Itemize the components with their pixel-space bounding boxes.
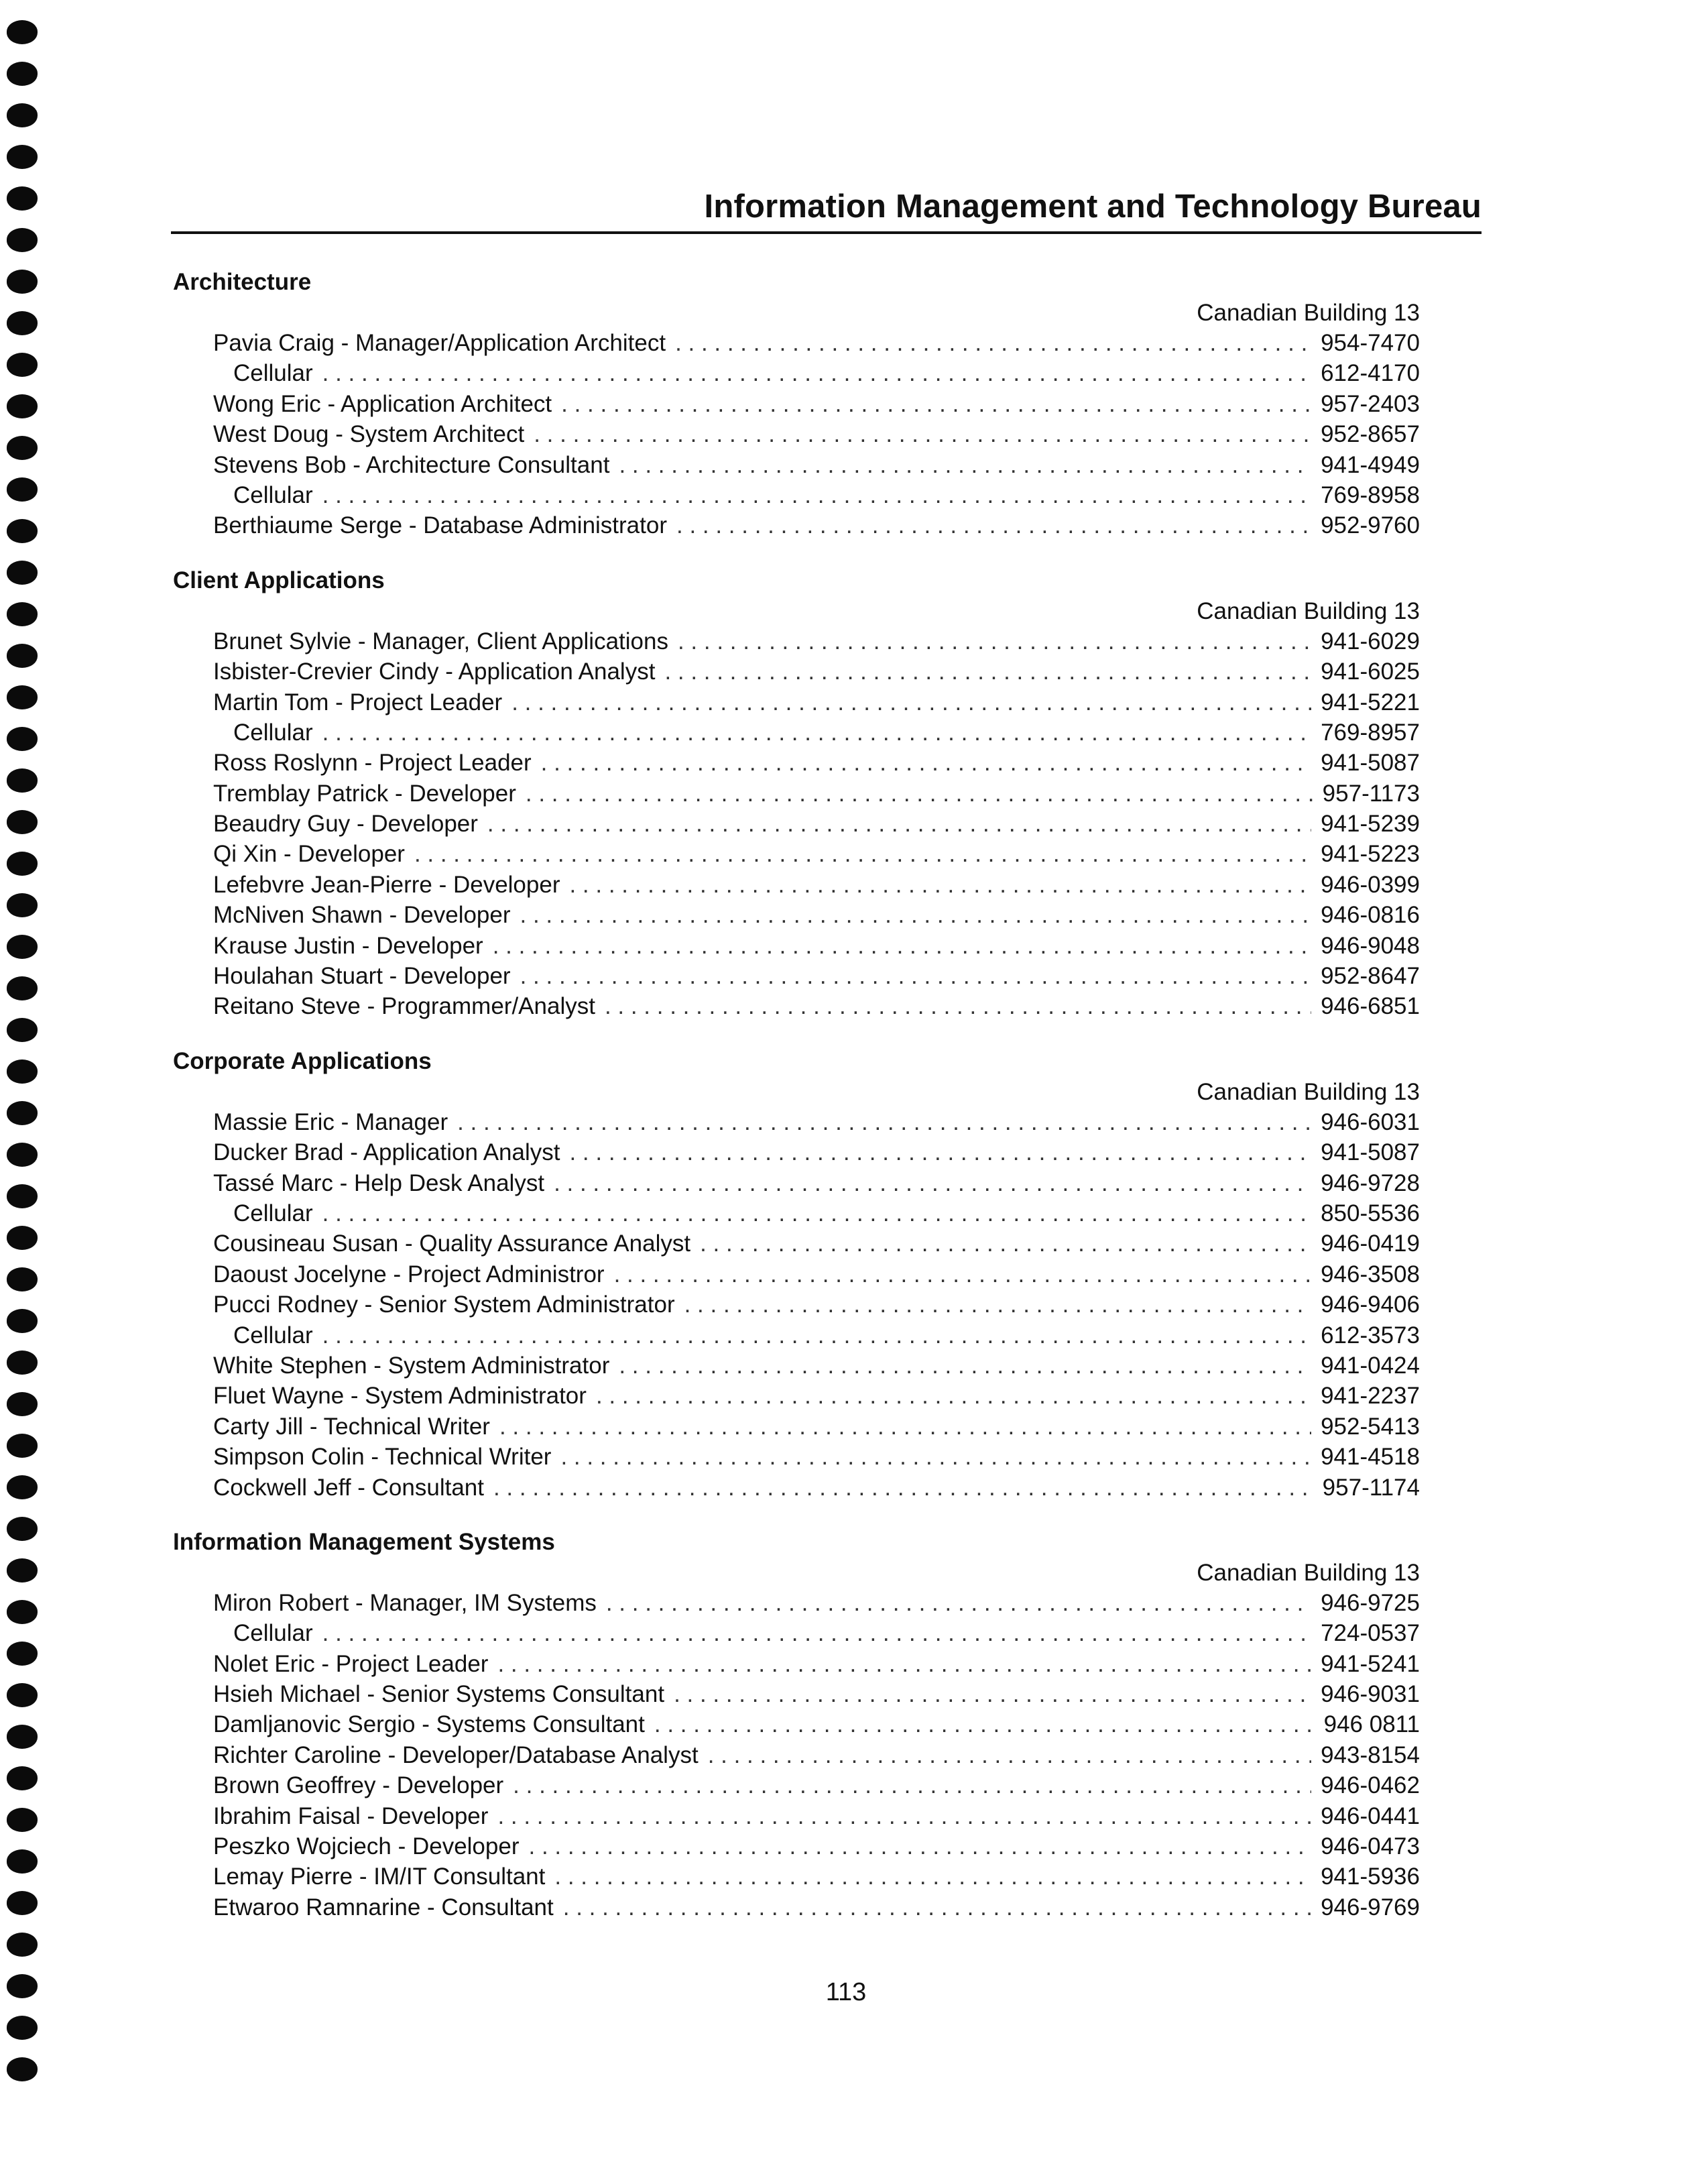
binding-hole bbox=[7, 1808, 38, 1832]
dot-leader bbox=[606, 1588, 1311, 1618]
directory-entry bbox=[173, 1588, 1420, 1618]
binding-hole bbox=[7, 1101, 38, 1125]
binding-hole bbox=[7, 477, 38, 502]
directory-entry bbox=[173, 809, 1420, 839]
entry-list bbox=[173, 328, 1420, 541]
directory-entry bbox=[173, 1107, 1420, 1137]
entry-name: Cellular bbox=[233, 1200, 313, 1226]
directory-entry bbox=[173, 389, 1420, 419]
entry-phone: 941-4949 bbox=[1321, 451, 1420, 478]
entry-name: Daoust Jocelyne - Project Administror bbox=[213, 1261, 605, 1287]
dot-leader bbox=[605, 991, 1311, 1021]
entry-name: Ibrahim Faisal - Developer bbox=[213, 1802, 489, 1829]
entry-phone: 946-6851 bbox=[1321, 993, 1420, 1020]
entry-phone: 946-0473 bbox=[1321, 1833, 1420, 1860]
binding-hole bbox=[7, 1725, 38, 1749]
directory-entry bbox=[173, 1618, 1420, 1648]
entry-name: Carty Jill - Technical Writer bbox=[213, 1413, 490, 1440]
dot-leader bbox=[561, 389, 1311, 419]
directory-entry bbox=[173, 779, 1420, 809]
entry-name: Lefebvre Jean-Pierre - Developer bbox=[213, 871, 560, 898]
binding-hole bbox=[7, 1849, 38, 1874]
entry-phone: 946-0462 bbox=[1321, 1772, 1420, 1799]
binding-hole bbox=[7, 1350, 38, 1375]
dot-leader bbox=[534, 419, 1311, 449]
directory-entry bbox=[173, 1679, 1420, 1709]
entry-name: Beaudry Guy - Developer bbox=[213, 811, 478, 838]
entry-name: Cellular bbox=[233, 360, 313, 387]
directory-section bbox=[173, 1046, 1420, 1503]
entry-phone: 941-0424 bbox=[1321, 1352, 1420, 1379]
entry-name: Pucci Rodney - Senior System Administrator bbox=[213, 1291, 675, 1318]
entry-phone: 952-8657 bbox=[1321, 421, 1420, 448]
entry-name: Lemay Pierre - IM/IT Consultant bbox=[213, 1863, 546, 1890]
binding-hole bbox=[7, 1059, 38, 1084]
entry-name: West Doug - System Architect bbox=[213, 421, 525, 448]
dot-leader bbox=[596, 1381, 1311, 1411]
directory-entry bbox=[173, 1137, 1420, 1167]
directory-entry bbox=[173, 419, 1420, 449]
dot-leader bbox=[563, 1892, 1311, 1922]
entry-phone: 946-9406 bbox=[1321, 1291, 1420, 1318]
entry-phone: 946-9048 bbox=[1321, 932, 1420, 959]
section-title: Client Applications bbox=[173, 567, 385, 593]
dot-leader bbox=[654, 1709, 1315, 1739]
binding-hole bbox=[7, 62, 38, 86]
binding-hole bbox=[7, 186, 38, 211]
entry-phone: 769-8957 bbox=[1321, 719, 1420, 746]
entry-list bbox=[173, 1588, 1420, 1922]
entry-name: Cousineau Susan - Quality Assurance Analyst bbox=[213, 1230, 691, 1257]
binding-hole bbox=[7, 1309, 38, 1333]
entry-phone: 946 0811 bbox=[1323, 1711, 1420, 1738]
binding-hole bbox=[7, 103, 38, 127]
entry-phone: 946-0441 bbox=[1321, 1802, 1420, 1829]
dot-leader bbox=[684, 1289, 1311, 1320]
binding-hole bbox=[7, 1766, 38, 1790]
entry-name: Miron Robert - Manager, IM Systems bbox=[213, 1589, 597, 1616]
binding-hole bbox=[7, 685, 38, 709]
section-title: Corporate Applications bbox=[173, 1047, 432, 1074]
entry-phone: 941-6029 bbox=[1321, 628, 1420, 654]
directory-entry bbox=[173, 1350, 1420, 1381]
entry-phone: 946-0419 bbox=[1321, 1230, 1420, 1257]
entry-phone: 946-9769 bbox=[1321, 1894, 1420, 1920]
entry-name: Cellular bbox=[233, 719, 313, 746]
entry-name: Tassé Marc - Help Desk Analyst bbox=[213, 1169, 545, 1196]
entry-name: Fluet Wayne - System Administrator bbox=[213, 1383, 587, 1410]
directory-entry bbox=[173, 1649, 1420, 1679]
dot-leader bbox=[322, 1198, 1311, 1228]
entry-name: Cellular bbox=[233, 1322, 313, 1348]
binding-hole bbox=[7, 768, 38, 793]
binding-hole bbox=[7, 2016, 38, 2040]
dot-leader bbox=[676, 510, 1311, 540]
directory-content bbox=[173, 267, 1420, 1947]
dot-leader bbox=[322, 1618, 1311, 1648]
binding-hole bbox=[7, 976, 38, 1000]
binding-hole bbox=[7, 893, 38, 917]
entry-list bbox=[173, 1107, 1420, 1503]
binding-hole bbox=[7, 810, 38, 834]
dot-leader bbox=[614, 1259, 1312, 1289]
entry-phone: 954-7470 bbox=[1321, 330, 1420, 356]
binding-hole bbox=[7, 727, 38, 751]
directory-entry bbox=[173, 656, 1420, 687]
entry-phone: 941-5087 bbox=[1321, 1139, 1420, 1166]
directory-entry bbox=[173, 961, 1420, 991]
directory-entry bbox=[173, 870, 1420, 900]
directory-entry bbox=[173, 1320, 1420, 1350]
directory-entry bbox=[173, 1442, 1420, 1472]
directory-section bbox=[173, 1527, 1420, 1922]
dot-leader bbox=[569, 870, 1311, 900]
entry-name: Brown Geoffrey - Developer bbox=[213, 1772, 504, 1799]
binding-hole bbox=[7, 1143, 38, 1167]
entry-name: Ducker Brad - Application Analyst bbox=[213, 1139, 560, 1166]
entry-name: Simpson Colin - Technical Writer bbox=[213, 1444, 552, 1471]
dot-leader bbox=[322, 1320, 1311, 1350]
dot-leader bbox=[700, 1228, 1311, 1259]
directory-entry bbox=[173, 480, 1420, 510]
section-title: Architecture bbox=[173, 269, 312, 295]
title-rule bbox=[171, 231, 1482, 234]
binding-hole bbox=[7, 270, 38, 294]
entry-phone: 941-5223 bbox=[1321, 841, 1420, 868]
directory-entry bbox=[173, 839, 1420, 869]
section-title: Information Management Systems bbox=[173, 1528, 555, 1555]
dot-leader bbox=[414, 839, 1311, 869]
directory-entry bbox=[173, 1412, 1420, 1442]
entry-phone: 952-9760 bbox=[1321, 512, 1420, 539]
directory-entry bbox=[173, 1709, 1420, 1739]
binding-hole bbox=[7, 228, 38, 252]
dot-leader bbox=[674, 1679, 1311, 1709]
dot-leader bbox=[675, 328, 1311, 358]
section-location: Canadian Building 13 bbox=[1197, 1559, 1420, 1586]
section-location: Canadian Building 13 bbox=[1197, 1078, 1420, 1105]
binding-hole bbox=[7, 1558, 38, 1583]
dot-leader bbox=[322, 358, 1311, 388]
entry-name: White Stephen - System Administrator bbox=[213, 1352, 610, 1379]
binding-hole bbox=[7, 1184, 38, 1208]
directory-entry bbox=[173, 510, 1420, 540]
directory-entry bbox=[173, 1473, 1420, 1503]
dot-leader bbox=[560, 1442, 1311, 1472]
directory-entry bbox=[173, 900, 1420, 930]
dot-leader bbox=[678, 626, 1311, 656]
page-title: Information Management and Technology Bureau bbox=[704, 188, 1482, 225]
directory-entry bbox=[173, 1861, 1420, 1892]
binding-hole bbox=[7, 311, 38, 335]
entry-name: Cockwell Jeff - Consultant bbox=[213, 1474, 484, 1501]
dot-leader bbox=[493, 1473, 1313, 1503]
directory-entry bbox=[173, 1289, 1420, 1320]
dot-leader bbox=[493, 931, 1311, 961]
binding-hole bbox=[7, 1392, 38, 1416]
binding-hole bbox=[7, 1683, 38, 1707]
binding-hole bbox=[7, 1475, 38, 1499]
dot-leader bbox=[487, 809, 1311, 839]
binding-hole bbox=[7, 2057, 38, 2081]
entry-phone: 946-9728 bbox=[1321, 1169, 1420, 1196]
entry-name: Peszko Wojciech - Developer bbox=[213, 1833, 520, 1860]
entry-phone: 946-3508 bbox=[1321, 1261, 1420, 1287]
entry-phone: 769-8958 bbox=[1321, 481, 1420, 508]
binding-hole bbox=[7, 602, 38, 626]
binding-hole bbox=[7, 852, 38, 876]
section-location: Canadian Building 13 bbox=[1197, 597, 1420, 624]
directory-section bbox=[173, 565, 1420, 1022]
binding-hole bbox=[7, 1267, 38, 1291]
dot-leader bbox=[499, 1412, 1311, 1442]
entry-phone: 850-5536 bbox=[1321, 1200, 1420, 1226]
entry-phone: 941-4518 bbox=[1321, 1444, 1420, 1471]
entry-phone: 957-2403 bbox=[1321, 390, 1420, 417]
entry-name: Tremblay Patrick - Developer bbox=[213, 780, 516, 807]
entry-phone: 612-4170 bbox=[1321, 360, 1420, 387]
section-location: Canadian Building 13 bbox=[1197, 300, 1420, 326]
dot-leader bbox=[322, 480, 1311, 510]
entry-phone: 941-2237 bbox=[1321, 1383, 1420, 1410]
entry-phone: 946-6031 bbox=[1321, 1108, 1420, 1135]
directory-entry bbox=[173, 1831, 1420, 1861]
entry-phone: 946-0399 bbox=[1321, 871, 1420, 898]
dot-leader bbox=[457, 1107, 1311, 1137]
entry-name: Brunet Sylvie - Manager, Client Applications bbox=[213, 628, 668, 654]
dot-leader bbox=[520, 961, 1311, 991]
entry-name: Stevens Bob - Architecture Consultant bbox=[213, 451, 610, 478]
entry-name: Isbister-Crevier Cindy - Application Analyst bbox=[213, 658, 656, 685]
binding-hole bbox=[7, 561, 38, 585]
binding-hole bbox=[7, 145, 38, 169]
directory-entry bbox=[173, 1770, 1420, 1800]
entry-name: Ross Roslynn - Project Leader bbox=[213, 750, 532, 777]
entry-name: McNiven Shawn - Developer bbox=[213, 902, 511, 929]
directory-entry bbox=[173, 717, 1420, 748]
entry-phone: 941-5239 bbox=[1321, 811, 1420, 838]
binding-hole bbox=[7, 1642, 38, 1666]
binding-hole bbox=[7, 1933, 38, 1957]
directory-entry bbox=[173, 1168, 1420, 1198]
entry-name: Damljanovic Sergio - Systems Consultant bbox=[213, 1711, 645, 1738]
directory-entry bbox=[173, 1228, 1420, 1259]
entry-name: Etwaroo Ramnarine - Consultant bbox=[213, 1894, 554, 1920]
binding-hole bbox=[7, 1018, 38, 1042]
directory-entry bbox=[173, 450, 1420, 480]
dot-leader bbox=[554, 1861, 1311, 1892]
binding-hole bbox=[7, 394, 38, 418]
entry-phone: 941-6025 bbox=[1321, 658, 1420, 685]
directory-entry bbox=[173, 1892, 1420, 1922]
entry-phone: 952-8647 bbox=[1321, 963, 1420, 990]
entry-name: Houlahan Stuart - Developer bbox=[213, 963, 511, 990]
entry-name: Berthiaume Serge - Database Administrator bbox=[213, 512, 667, 539]
dot-leader bbox=[569, 1137, 1311, 1167]
binding-hole bbox=[7, 935, 38, 959]
directory-entry bbox=[173, 748, 1420, 778]
binding-hole bbox=[7, 1600, 38, 1624]
dot-leader bbox=[554, 1168, 1311, 1198]
binding-holes bbox=[7, 20, 44, 2081]
directory-entry bbox=[173, 626, 1420, 656]
dot-leader bbox=[511, 687, 1311, 717]
entry-name: Hsieh Michael - Senior Systems Consultant bbox=[213, 1681, 665, 1708]
directory-entry bbox=[173, 1259, 1420, 1289]
entry-phone: 612-3573 bbox=[1321, 1322, 1420, 1348]
dot-leader bbox=[526, 779, 1313, 809]
directory-entry bbox=[173, 1198, 1420, 1228]
binding-hole bbox=[7, 436, 38, 460]
dot-leader bbox=[513, 1770, 1311, 1800]
binding-hole bbox=[7, 353, 38, 377]
entry-phone: 946-0816 bbox=[1321, 902, 1420, 929]
binding-hole bbox=[7, 1226, 38, 1250]
dot-leader bbox=[497, 1801, 1311, 1831]
directory-entry bbox=[173, 1381, 1420, 1411]
directory-section bbox=[173, 267, 1420, 541]
dot-leader bbox=[541, 748, 1311, 778]
entry-name: Reitano Steve - Programmer/Analyst bbox=[213, 993, 595, 1020]
entry-name: Qi Xin - Developer bbox=[213, 841, 405, 868]
binding-hole bbox=[7, 1517, 38, 1541]
entry-phone: 946-9725 bbox=[1321, 1589, 1420, 1616]
entry-phone: 941-5936 bbox=[1321, 1863, 1420, 1890]
directory-entry bbox=[173, 328, 1420, 358]
binding-hole bbox=[7, 1891, 38, 1915]
entry-phone: 952-5413 bbox=[1321, 1413, 1420, 1440]
entry-phone: 941-5241 bbox=[1321, 1650, 1420, 1677]
directory-entry bbox=[173, 358, 1420, 388]
entry-phone: 941-5221 bbox=[1321, 689, 1420, 715]
entry-phone: 957-1173 bbox=[1322, 780, 1420, 807]
page-number: 113 bbox=[825, 1978, 867, 2006]
dot-leader bbox=[529, 1831, 1312, 1861]
dot-leader bbox=[619, 450, 1311, 480]
dot-leader bbox=[497, 1649, 1311, 1679]
dot-leader bbox=[708, 1740, 1311, 1770]
entry-name: Wong Eric - Application Architect bbox=[213, 390, 552, 417]
binding-hole bbox=[7, 519, 38, 543]
binding-hole bbox=[7, 1434, 38, 1458]
entry-phone: 724-0537 bbox=[1321, 1620, 1420, 1647]
directory-entry bbox=[173, 991, 1420, 1021]
entry-phone: 941-5087 bbox=[1321, 750, 1420, 777]
dot-leader bbox=[664, 656, 1311, 687]
binding-hole bbox=[7, 20, 38, 44]
entry-name: Krause Justin - Developer bbox=[213, 932, 483, 959]
entry-phone: 957-1174 bbox=[1322, 1474, 1420, 1501]
directory-entry bbox=[173, 1740, 1420, 1770]
directory-entry bbox=[173, 1801, 1420, 1831]
entry-phone: 943-8154 bbox=[1321, 1741, 1420, 1768]
entry-name: Massie Eric - Manager bbox=[213, 1108, 448, 1135]
dot-leader bbox=[322, 717, 1311, 748]
entry-name: Martin Tom - Project Leader bbox=[213, 689, 503, 715]
entry-name: Nolet Eric - Project Leader bbox=[213, 1650, 489, 1677]
binding-hole bbox=[7, 644, 38, 668]
entry-name: Richter Caroline - Developer/Database Analyst bbox=[213, 1741, 699, 1768]
entry-list bbox=[173, 626, 1420, 1022]
entry-name: Cellular bbox=[233, 1620, 313, 1647]
entry-phone: 946-9031 bbox=[1321, 1681, 1420, 1708]
directory-entry bbox=[173, 687, 1420, 717]
entry-name: Pavia Craig - Manager/Application Architect bbox=[213, 330, 666, 356]
entry-name: Cellular bbox=[233, 481, 313, 508]
directory-entry bbox=[173, 931, 1420, 961]
dot-leader bbox=[619, 1350, 1311, 1381]
dot-leader bbox=[520, 900, 1312, 930]
